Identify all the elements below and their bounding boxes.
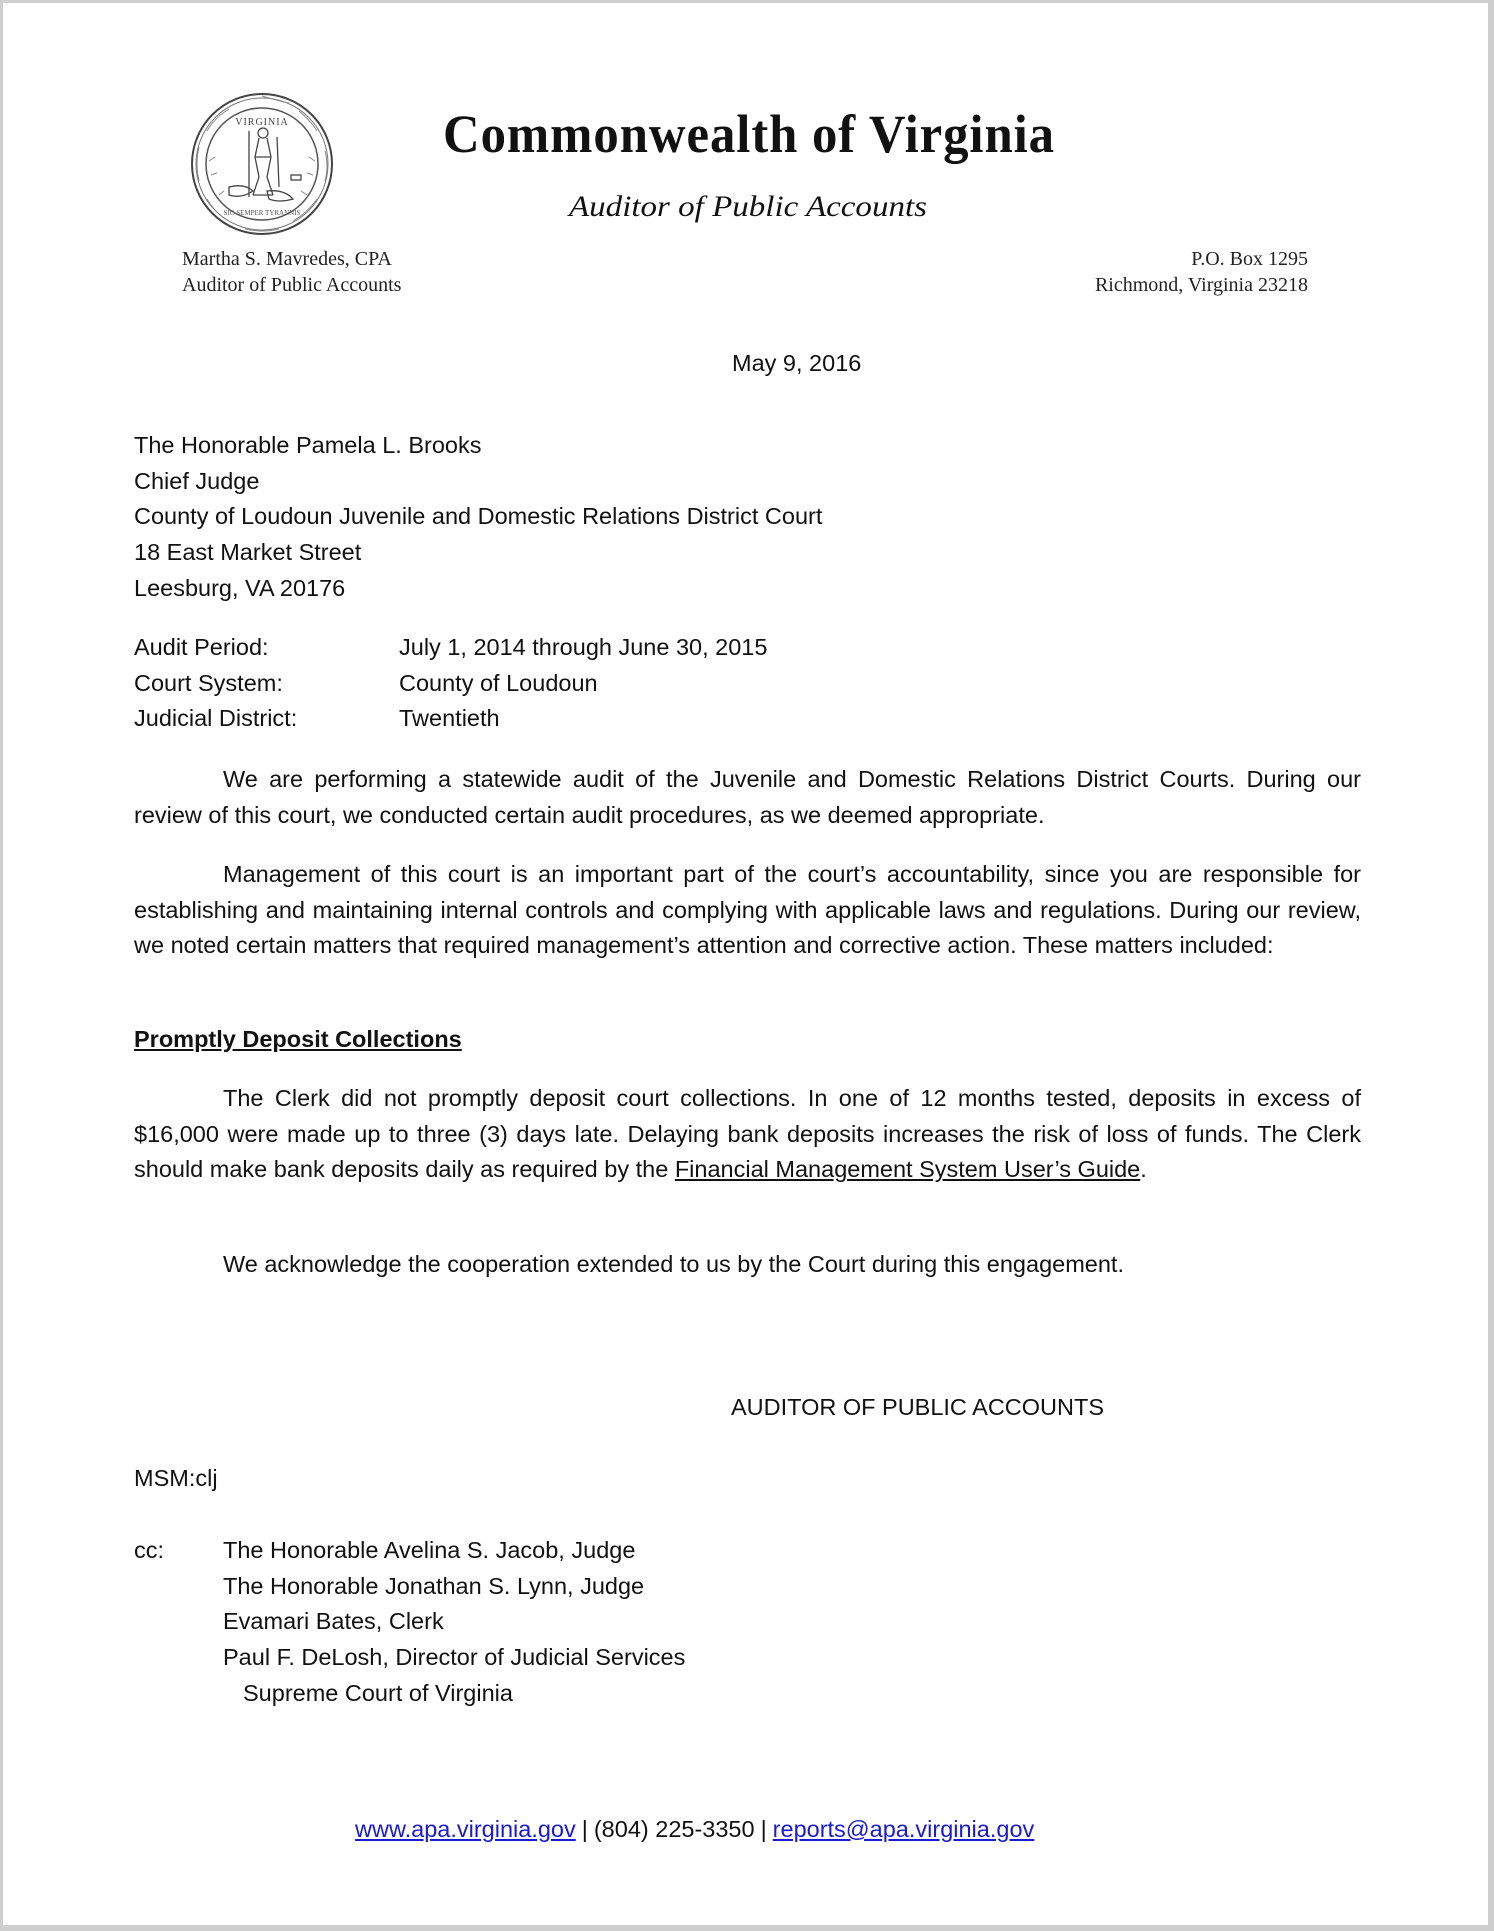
paragraph-acknowledgement: We acknowledge the cooperation extended to us by the Court during this engagement. (223, 1251, 1124, 1277)
recipient-address (134, 428, 822, 607)
recipient-line: County of Loudoun Juvenile and Domestic Relations District Court (134, 503, 823, 530)
recipient-line: Leesburg, VA 20176 (134, 574, 346, 601)
phone-number: (804) 225-3350 (593, 1816, 755, 1842)
signature-block: AUDITOR OF PUBLIC ACCOUNTS (731, 1394, 1105, 1420)
finding-text-end: . (1140, 1156, 1147, 1183)
city-state-zip: Richmond, Virginia 23218 (1094, 274, 1308, 296)
letter-date: May 9, 2016 (732, 350, 862, 376)
finding-heading: Promptly Deposit Collections (134, 1026, 462, 1052)
meta-label: Audit Period: (134, 634, 269, 660)
guide-reference: Financial Management System User’s Guide (674, 1156, 1141, 1183)
footer-contact (355, 1814, 1034, 1844)
meta-row-judicial-district (134, 701, 767, 737)
auditor-name: Martha S. Mavredes, CPA (182, 248, 392, 270)
auditor-role: Auditor of Public Accounts (182, 274, 402, 296)
cc-recipient: Evamari Bates, Clerk (223, 1608, 444, 1635)
letter-page (3, 3, 1488, 1925)
meta-value: Twentieth (399, 705, 500, 732)
footer-separator: | (760, 1816, 767, 1842)
virginia-seal-icon (189, 91, 335, 237)
recipient-line: Chief Judge (134, 467, 260, 494)
letterhead-title: Commonwealth of Virginia (443, 104, 1055, 164)
meta-row-audit-period (134, 630, 767, 666)
footer-separator: | (581, 1816, 588, 1842)
cc-recipient: Paul F. DeLosh, Director of Judicial Services (223, 1644, 686, 1671)
cc-recipient: The Honorable Avelina S. Jacob, Judge (223, 1537, 636, 1563)
letterhead-subtitle: Auditor of Public Accounts (569, 190, 927, 223)
cc-block (134, 1533, 685, 1712)
website-link[interactable]: www.apa.virginia.gov (355, 1816, 576, 1842)
cc-recipient: The Honorable Jonathan S. Lynn, Judge (223, 1572, 645, 1599)
recipient-line: The Honorable Pamela L. Brooks (134, 432, 482, 458)
finding-text: The Clerk did not promptly deposit court collections. In one of 12 months tested, deposits in excess of $16,000 were made up to three (3) days late. Delaying bank deposits increases the risk of loss of funds. The Clerk should make bank deposits daily as required by the (134, 1085, 1361, 1183)
svg-text:SIC SEMPER TYRANNIS: SIC SEMPER TYRANNIS (223, 209, 301, 217)
email-link[interactable]: reports@apa.virginia.gov (772, 1816, 1035, 1842)
po-box: P.O. Box 1295 (1191, 248, 1308, 270)
paragraph-management: Management of this court is an important part of the court’s accountability, since you are responsible for establishing and maintaining internal controls and complying with applicable laws and regulations. During our review, we noted certain matters that required management’s attention and corrective action. These matters included: (134, 861, 1361, 959)
cc-label: cc: (134, 1537, 165, 1563)
mailing-address-block (1095, 246, 1308, 298)
audit-metadata (134, 630, 767, 737)
paragraph-intro: We are performing a statewide audit of the Juvenile and Domestic Relations District Courts. During our review of this court, we conducted certain audit procedures, as we deemed appropriate. (134, 766, 1361, 828)
cc-list (223, 1533, 685, 1712)
cc-recipient-organization: Supreme Court of Virginia (243, 1679, 513, 1706)
svg-text:VIRGINIA: VIRGINIA (235, 117, 289, 128)
meta-value: July 1, 2014 through June 30, 2015 (399, 634, 768, 660)
paragraph-finding (134, 1081, 1361, 1188)
auditor-name-block (182, 246, 401, 298)
recipient-line: 18 East Market Street (134, 539, 362, 566)
meta-value: County of Loudoun (399, 669, 598, 696)
reference-initials: MSM:clj (134, 1465, 218, 1491)
meta-label: Judicial District: (134, 705, 298, 732)
meta-label: Court System: (134, 669, 283, 696)
meta-row-court-system (134, 666, 767, 702)
